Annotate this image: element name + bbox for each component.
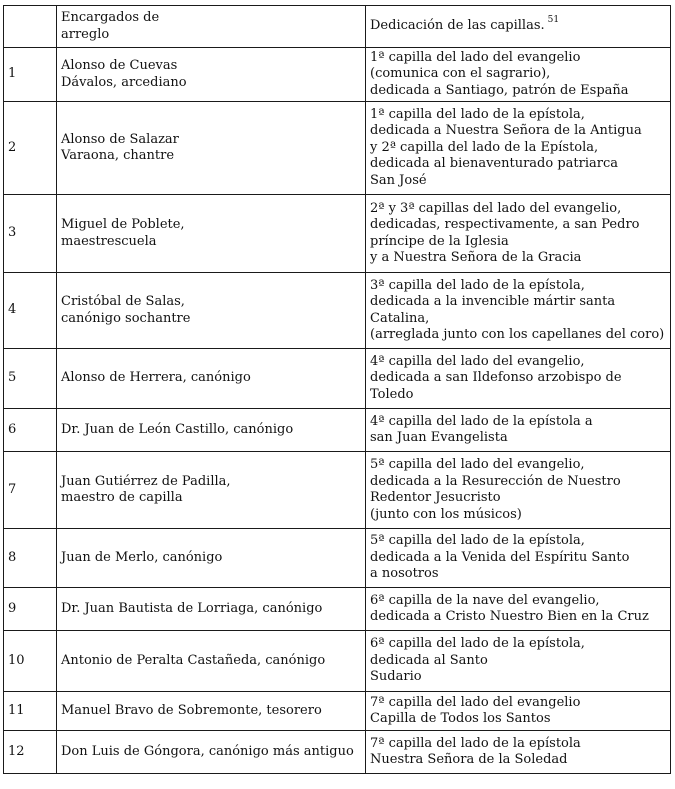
row-number: 12 <box>4 731 57 774</box>
table-row <box>4 631 671 692</box>
row-number: 1 <box>4 48 57 102</box>
footnote-marker: 51 <box>547 15 560 26</box>
row-dedicacion: 4ª capilla del lado del evangelio, dedicada a san Ildefonso arzobispo de Toledo <box>366 349 671 409</box>
row-encargado: Cristóbal de Salas, canónigo sochantre <box>57 273 366 349</box>
row-encargado: Manuel Bravo de Sobremonte, tesorero <box>57 692 366 731</box>
row-dedicacion: 5ª capilla del lado de la epístola, dedicada a la Venida del Espíritu Santo a nosotros <box>366 529 671 588</box>
row-dedicacion: 5ª capilla del lado del evangelio, dedicada a la Resurección de Nuestro Redentor Jesucristo (junto con los músicos) <box>366 452 671 529</box>
row-number: 8 <box>4 529 57 588</box>
row-dedicacion: 1ª capilla del lado del evangelio (comunica con el sagrario), dedicada a Santiago, patrón de España <box>366 48 671 102</box>
table-row <box>4 409 671 452</box>
header-dedicacion-cell <box>366 6 671 48</box>
row-encargado: Dr. Juan Bautista de Lorriaga, canónigo <box>57 588 366 631</box>
row-encargado: Alonso de Cuevas Dávalos, arcediano <box>57 48 366 102</box>
row-encargado: Alonso de Salazar Varaona, chantre <box>57 102 366 195</box>
table-row <box>4 529 671 588</box>
row-dedicacion: 6ª capilla de la nave del evangelio, dedicada a Cristo Nuestro Bien en la Cruz <box>366 588 671 631</box>
row-dedicacion: 7ª capilla del lado del evangelio Capilla de Todos los Santos <box>366 692 671 731</box>
row-dedicacion: 4ª capilla del lado de la epístola a san Juan Evangelista <box>366 409 671 452</box>
row-encargado: Antonio de Peralta Castañeda, canónigo <box>57 631 366 692</box>
table-row <box>4 452 671 529</box>
row-encargado: Juan Gutiérrez de Padilla, maestro de capilla <box>57 452 366 529</box>
row-number: 4 <box>4 273 57 349</box>
row-encargado: Don Luis de Góngora, canónigo más antiguo <box>57 731 366 774</box>
table-row <box>4 102 671 195</box>
header-encargados-label: Encargados de arreglo <box>61 10 160 42</box>
header-dedicacion-label: Dedicación de las capillas. <box>370 18 545 34</box>
row-number: 10 <box>4 631 57 692</box>
table-header-row <box>4 6 671 48</box>
row-encargado: Miguel de Poblete, maestrescuela <box>57 195 366 273</box>
header-encargados-cell <box>57 6 366 48</box>
row-encargado: Juan de Merlo, canónigo <box>57 529 366 588</box>
row-dedicacion: 7ª capilla del lado de la epístola Nuestra Señora de la Soledad <box>366 731 671 774</box>
table-row <box>4 273 671 349</box>
row-dedicacion: 3ª capilla del lado de la epístola, dedicada a la invencible mártir santa Catalina, (arreglada junto con los capellanes del coro) <box>366 273 671 349</box>
table-row <box>4 692 671 731</box>
table-row <box>4 588 671 631</box>
table-row <box>4 195 671 273</box>
row-number: 11 <box>4 692 57 731</box>
row-number: 5 <box>4 349 57 409</box>
table-row <box>4 731 671 774</box>
row-encargado: Dr. Juan de León Castillo, canónigo <box>57 409 366 452</box>
row-number: 2 <box>4 102 57 195</box>
chapels-table <box>3 5 671 774</box>
row-number: 3 <box>4 195 57 273</box>
row-dedicacion: 2ª y 3ª capillas del lado del evangelio, dedicadas, respectivamente, a san Pedro príncipe de la Iglesia y a Nuestra Señora de la Gracia <box>366 195 671 273</box>
row-number: 9 <box>4 588 57 631</box>
row-dedicacion: 1ª capilla del lado de la epístola, dedicada a Nuestra Señora de la Antigua y 2ª capilla del lado de la Epístola, dedicada al bienaventurado patriarca San José <box>366 102 671 195</box>
row-dedicacion: 6ª capilla del lado de la epístola, dedicada al Santo Sudario <box>366 631 671 692</box>
row-number: 7 <box>4 452 57 529</box>
header-number-cell <box>4 6 57 48</box>
row-number: 6 <box>4 409 57 452</box>
row-encargado: Alonso de Herrera, canónigo <box>57 349 366 409</box>
table-row <box>4 48 671 102</box>
table-row <box>4 349 671 409</box>
